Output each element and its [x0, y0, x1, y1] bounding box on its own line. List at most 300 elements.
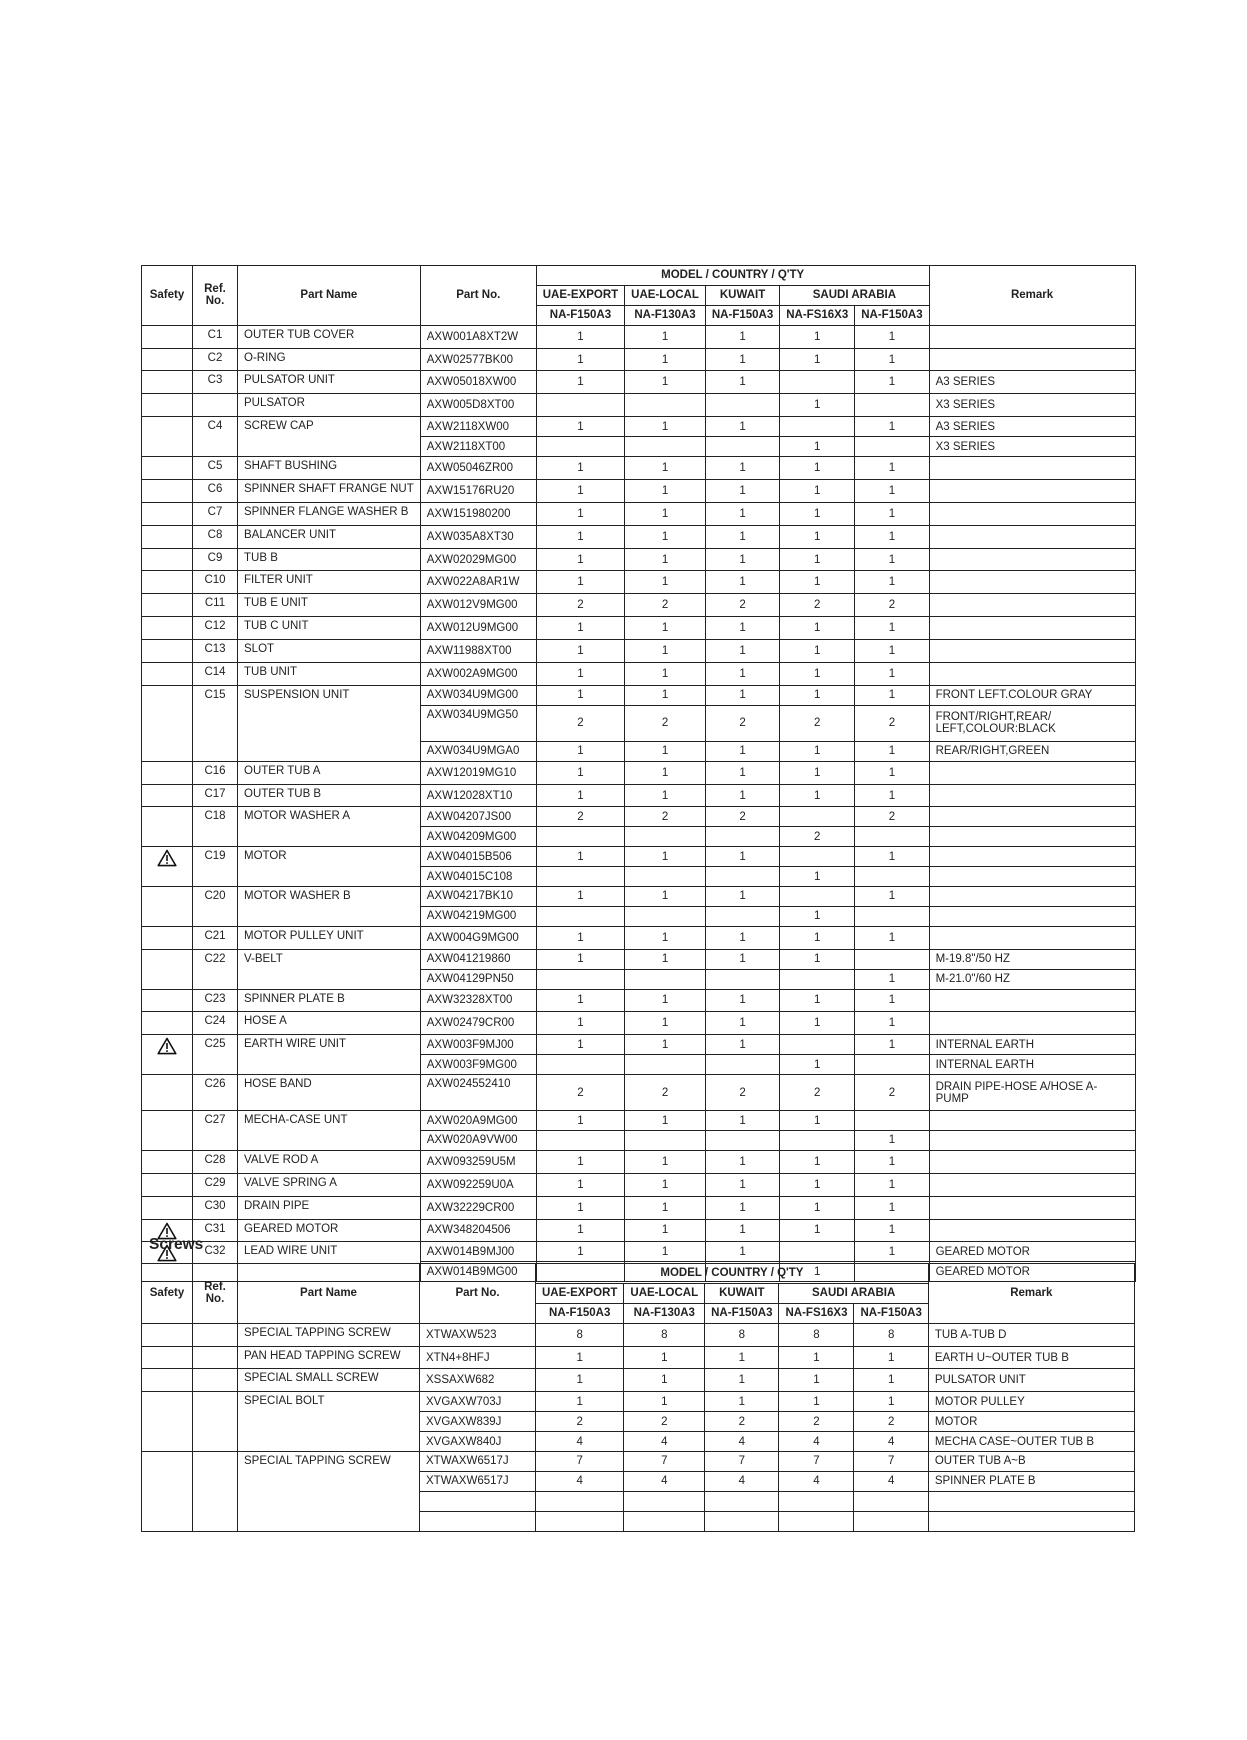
table-row: [142, 1323, 1135, 1346]
qty-cell: 1: [705, 617, 779, 640]
qty-cell: 1: [625, 989, 706, 1012]
qty-cell: 1: [855, 457, 929, 480]
qty-cell: 7: [779, 1452, 854, 1472]
table-row: [142, 1369, 1135, 1392]
qty-cell: [625, 1130, 706, 1150]
remark-cell: EARTH U~OUTER TUB B: [928, 1346, 1134, 1369]
part-no-cell: AXW003F9MG00: [420, 1055, 536, 1075]
qty-cell: 1: [855, 617, 929, 640]
qty-cell: 1: [780, 1262, 855, 1282]
table-row: [142, 479, 1136, 502]
qty-cell: 1: [705, 1219, 779, 1242]
qty-cell: 1: [625, 663, 706, 686]
qty-cell: 1: [536, 348, 624, 371]
qty-cell: 1: [536, 1369, 624, 1392]
qty-cell: 4: [779, 1432, 854, 1452]
qty-cell: 1: [536, 989, 624, 1012]
remark-cell: A3 SERIES: [929, 371, 1135, 394]
qty-cell: 2: [855, 807, 929, 827]
qty-cell: [625, 1055, 706, 1075]
qty-cell: 1: [536, 1012, 624, 1035]
remark-cell: [929, 926, 1135, 949]
qty-cell: 2: [855, 1075, 929, 1111]
qty-cell: 1: [780, 741, 855, 761]
qty-cell: [705, 1130, 779, 1150]
ref-cell: C12: [193, 617, 238, 640]
part-no-cell: AXW04219MG00: [420, 906, 536, 926]
part-name-cell: MOTOR PULLEY UNIT: [238, 926, 421, 949]
table-row: [142, 761, 1136, 784]
qty-cell: 1: [536, 1035, 624, 1055]
qty-cell: 1: [780, 761, 855, 784]
qty-cell: 1: [705, 989, 779, 1012]
qty-cell: 1: [855, 1150, 929, 1173]
qty-cell: 2: [536, 1075, 624, 1111]
qty-cell: [705, 394, 779, 417]
header-part-name: Part Name: [238, 266, 421, 326]
qty-cell: 1: [705, 685, 779, 705]
part-name-cell: DRAIN PIPE: [238, 1196, 421, 1219]
qty-cell: 1: [780, 1111, 855, 1131]
qty-cell: 4: [854, 1471, 928, 1491]
qty-cell: 1: [536, 571, 624, 594]
qty-cell: [780, 847, 855, 867]
remark-cell: [929, 571, 1135, 594]
part-name-cell: FILTER UNIT: [238, 571, 421, 594]
qty-cell: 1: [536, 887, 624, 907]
qty-cell: [536, 437, 624, 457]
part-no-cell: XVGAXW703J: [420, 1392, 536, 1412]
safety-cell: [142, 1012, 193, 1035]
remark-cell: [929, 1150, 1135, 1173]
qty-cell: 1: [855, 1130, 929, 1150]
part-no-cell: AXW02029MG00: [420, 548, 536, 571]
safety-cell: [142, 457, 193, 480]
safety-cell: [142, 1196, 193, 1219]
ref-cell: C14: [193, 663, 238, 686]
remark-cell: [929, 1012, 1135, 1035]
qty-cell: 1: [625, 1035, 706, 1055]
qty-cell: [855, 1111, 929, 1131]
qty-cell: [705, 867, 779, 887]
part-no-cell: AXW348204506: [420, 1219, 536, 1242]
ref-cell: C4: [193, 417, 238, 457]
ref-cell: C11: [193, 594, 238, 617]
qty-cell: 1: [855, 663, 929, 686]
qty-cell: 1: [855, 1219, 929, 1242]
qty-cell: 1: [536, 1150, 624, 1173]
table-row: [142, 1012, 1136, 1035]
qty-cell: 1: [625, 417, 706, 437]
safety-cell: [142, 502, 193, 525]
qty-cell: 1: [625, 1173, 706, 1196]
qty-cell: 1: [536, 761, 624, 784]
qty-cell: 2: [536, 705, 624, 741]
part-no-cell: [420, 1491, 536, 1511]
qty-cell: 1: [705, 417, 779, 437]
remark-cell: [929, 761, 1135, 784]
safety-cell: [142, 949, 193, 989]
part-no-cell: AXW04129PN50: [420, 969, 536, 989]
table-row: [142, 1035, 1136, 1055]
ref-cell: [193, 1452, 238, 1532]
table-row: [142, 989, 1136, 1012]
remark-cell: PULSATOR UNIT: [928, 1369, 1134, 1392]
safety-cell: [142, 394, 193, 417]
qty-cell: [536, 1055, 624, 1075]
safety-cell: [142, 640, 193, 663]
header-model: NA-FS16X3: [780, 305, 855, 325]
qty-cell: 1: [855, 741, 929, 761]
qty-cell: 1: [705, 348, 779, 371]
remark-cell: [929, 479, 1135, 502]
qty-cell: 1: [705, 571, 779, 594]
qty-cell: 1: [780, 394, 855, 417]
qty-cell: 1: [624, 1392, 705, 1412]
ref-cell: C24: [193, 1012, 238, 1035]
part-no-cell: AXW034U9MG50: [420, 705, 536, 741]
qty-cell: 1: [625, 371, 706, 394]
qty-cell: 2: [705, 594, 779, 617]
qty-cell: [536, 906, 624, 926]
qty-cell: 1: [536, 617, 624, 640]
qty-cell: 2: [855, 594, 929, 617]
part-name-cell: V-BELT: [238, 949, 421, 989]
part-no-cell: AXW04015C108: [420, 867, 536, 887]
part-name-cell: VALVE ROD A: [238, 1150, 421, 1173]
remark-cell: [929, 1173, 1135, 1196]
part-no-cell: AXW012U9MG00: [420, 617, 536, 640]
table-row: [142, 784, 1136, 807]
safety-cell: [142, 1369, 193, 1392]
remark-cell: TUB A-TUB D: [928, 1323, 1134, 1346]
ref-cell: C32: [193, 1242, 238, 1282]
qty-cell: 1: [705, 1242, 779, 1262]
qty-cell: 1: [780, 1173, 855, 1196]
qty-cell: [855, 437, 929, 457]
qty-cell: 1: [780, 949, 855, 969]
qty-cell: 1: [855, 887, 929, 907]
qty-cell: 1: [625, 1150, 706, 1173]
ref-cell: [193, 1346, 238, 1369]
part-name-cell: BALANCER UNIT: [238, 525, 421, 548]
qty-cell: 1: [855, 571, 929, 594]
part-name-cell: O-RING: [238, 348, 421, 371]
screws-section-title: Screws: [149, 1236, 204, 1253]
qty-cell: 1: [536, 663, 624, 686]
qty-cell: 1: [625, 479, 706, 502]
part-no-cell: XSSAXW682: [420, 1369, 536, 1392]
safety-cell: [142, 1111, 193, 1151]
remark-cell: DRAIN PIPE-HOSE A/HOSE A-PUMP: [929, 1075, 1135, 1111]
header-country: UAE-EXPORT: [536, 1283, 624, 1303]
table-row: [142, 457, 1136, 480]
part-no-cell: [420, 1511, 536, 1531]
header-remark: Remark: [928, 1264, 1134, 1324]
qty-cell: [855, 394, 929, 417]
parts-table: [141, 265, 1136, 1282]
qty-cell: 1: [780, 1219, 855, 1242]
qty-cell: [705, 1491, 779, 1511]
table-row: [142, 571, 1136, 594]
qty-cell: 1: [780, 906, 855, 926]
qty-cell: 1: [536, 741, 624, 761]
qty-cell: 1: [536, 1173, 624, 1196]
qty-cell: 7: [854, 1452, 928, 1472]
ref-cell: C2: [193, 348, 238, 371]
qty-cell: 1: [855, 926, 929, 949]
header-ref-no: Ref. No.: [193, 266, 238, 326]
table-row: [142, 887, 1136, 907]
part-no-cell: AXW003F9MJ00: [420, 1035, 536, 1055]
qty-cell: 1: [625, 348, 706, 371]
part-no-cell: AXW004G9MG00: [420, 926, 536, 949]
qty-cell: 1: [780, 784, 855, 807]
qty-cell: 1: [780, 437, 855, 457]
remark-cell: MOTOR PULLEY: [928, 1392, 1134, 1412]
qty-cell: [705, 1055, 779, 1075]
qty-cell: 2: [855, 705, 929, 741]
ref-cell: C1: [193, 325, 238, 348]
qty-cell: 1: [855, 548, 929, 571]
part-name-cell: TUB C UNIT: [238, 617, 421, 640]
qty-cell: 1: [625, 325, 706, 348]
qty-cell: [705, 437, 779, 457]
part-no-cell: XTN4+8HFJ: [420, 1346, 536, 1369]
part-no-cell: AXW05046ZR00: [420, 457, 536, 480]
part-name-cell: SPECIAL BOLT: [238, 1392, 420, 1452]
part-name-cell: PAN HEAD TAPPING SCREW: [238, 1346, 420, 1369]
qty-cell: 1: [705, 502, 779, 525]
safety-cell: [142, 594, 193, 617]
remark-cell: [929, 663, 1135, 686]
header-model: NA-F130A3: [625, 305, 706, 325]
qty-cell: 1: [855, 1196, 929, 1219]
qty-cell: 1: [855, 989, 929, 1012]
remark-cell: X3 SERIES: [929, 394, 1135, 417]
ref-cell: C30: [193, 1196, 238, 1219]
part-no-cell: AXW04209MG00: [420, 827, 536, 847]
qty-cell: 1: [624, 1369, 705, 1392]
qty-cell: 8: [624, 1323, 705, 1346]
remark-cell: [929, 1196, 1135, 1219]
qty-cell: 4: [779, 1471, 854, 1491]
qty-cell: 1: [855, 784, 929, 807]
header-country: UAE-LOCAL: [625, 285, 706, 305]
qty-cell: 2: [780, 1075, 855, 1111]
qty-cell: 4: [624, 1471, 705, 1491]
remark-cell: X3 SERIES: [929, 437, 1135, 457]
qty-cell: 1: [536, 685, 624, 705]
qty-cell: 1: [705, 663, 779, 686]
part-name-cell: TUB UNIT: [238, 663, 421, 686]
qty-cell: 1: [536, 847, 624, 867]
table-row: [142, 1392, 1135, 1412]
remark-cell: [929, 784, 1135, 807]
qty-cell: [536, 827, 624, 847]
qty-cell: 1: [780, 989, 855, 1012]
qty-cell: 1: [625, 525, 706, 548]
qty-cell: [855, 1055, 929, 1075]
table-row: [142, 926, 1136, 949]
qty-cell: [625, 437, 706, 457]
qty-cell: 2: [705, 807, 779, 827]
qty-cell: 1: [705, 949, 779, 969]
remark-cell: [929, 827, 1135, 847]
qty-cell: 1: [625, 571, 706, 594]
ref-cell: C18: [193, 807, 238, 847]
table-row: [142, 663, 1136, 686]
part-no-cell: AXW034U9MGA0: [420, 741, 536, 761]
part-name-cell: OUTER TUB A: [238, 761, 421, 784]
qty-cell: [779, 1511, 854, 1531]
part-name-cell: PULSATOR UNIT: [238, 371, 421, 394]
qty-cell: 1: [705, 479, 779, 502]
remark-cell: GEARED MOTOR: [929, 1242, 1135, 1262]
qty-cell: 1: [854, 1392, 928, 1412]
qty-cell: 1: [855, 1012, 929, 1035]
part-no-cell: AXW022A8AR1W: [420, 571, 536, 594]
qty-cell: 1: [536, 548, 624, 571]
qty-cell: 1: [855, 1173, 929, 1196]
qty-cell: 1: [855, 1035, 929, 1055]
remark-cell: [929, 1219, 1135, 1242]
qty-cell: 2: [779, 1412, 854, 1432]
table-row: [142, 525, 1136, 548]
header-part-no: Part No.: [420, 266, 536, 326]
qty-cell: 1: [855, 502, 929, 525]
remark-cell: M-19.8"/50 HZ: [929, 949, 1135, 969]
qty-cell: 1: [705, 741, 779, 761]
safety-cell: [142, 1452, 193, 1532]
remark-cell: [929, 548, 1135, 571]
qty-cell: 2: [780, 827, 855, 847]
part-no-cell: AXW041219860: [420, 949, 536, 969]
ref-cell: [193, 1392, 238, 1452]
part-name-cell: MECHA-CASE UNT: [238, 1111, 421, 1151]
qty-cell: 8: [779, 1323, 854, 1346]
part-name-cell: EARTH WIRE UNIT: [238, 1035, 421, 1075]
part-no-cell: AXW2118XW00: [420, 417, 536, 437]
qty-cell: 1: [855, 348, 929, 371]
ref-cell: C10: [193, 571, 238, 594]
table-row: [142, 1173, 1136, 1196]
qty-cell: 1: [625, 1012, 706, 1035]
qty-cell: 1: [705, 457, 779, 480]
qty-cell: 1: [705, 1035, 779, 1055]
remark-cell: [928, 1491, 1134, 1511]
qty-cell: 1: [855, 525, 929, 548]
qty-cell: 1: [536, 949, 624, 969]
safety-cell: [142, 417, 193, 457]
remark-cell: SPINNER PLATE B: [928, 1471, 1134, 1491]
qty-cell: 1: [705, 640, 779, 663]
qty-cell: 1: [625, 1111, 706, 1131]
part-name-cell: VALVE SPRING A: [238, 1173, 421, 1196]
ref-cell: C25: [193, 1035, 238, 1075]
safety-cell: [142, 847, 193, 887]
qty-cell: 1: [855, 847, 929, 867]
ref-cell: C20: [193, 887, 238, 927]
ref-cell: C31: [193, 1219, 238, 1242]
qty-cell: [625, 867, 706, 887]
qty-cell: [855, 827, 929, 847]
qty-cell: 1: [536, 502, 624, 525]
remark-cell: OUTER TUB A~B: [928, 1452, 1134, 1472]
header-row-1: [142, 1264, 1135, 1284]
part-name-cell: SPINNER PLATE B: [238, 989, 421, 1012]
qty-cell: [625, 969, 706, 989]
table-row: [142, 394, 1136, 417]
ref-cell: C22: [193, 949, 238, 989]
qty-cell: [780, 1242, 855, 1262]
header-part-no: Part No.: [420, 1264, 536, 1324]
part-no-cell: AXW32229CR00: [420, 1196, 536, 1219]
table-row: [142, 1150, 1136, 1173]
ref-cell: C27: [193, 1111, 238, 1151]
part-name-cell: GEARED MOTOR: [238, 1219, 421, 1242]
safety-cell: [142, 571, 193, 594]
qty-cell: 1: [780, 1150, 855, 1173]
qty-cell: 1: [625, 548, 706, 571]
qty-cell: 2: [625, 807, 706, 827]
part-name-cell: OUTER TUB COVER: [238, 325, 421, 348]
part-name-cell: SPECIAL SMALL SCREW: [238, 1369, 420, 1392]
ref-cell: C8: [193, 525, 238, 548]
table-row: [142, 847, 1136, 867]
qty-cell: 1: [705, 1173, 779, 1196]
qty-cell: 2: [780, 705, 855, 741]
part-no-cell: AXW151980200: [420, 502, 536, 525]
qty-cell: 1: [625, 685, 706, 705]
qty-cell: 1: [536, 325, 624, 348]
table-row: [142, 1219, 1136, 1242]
ref-cell: C23: [193, 989, 238, 1012]
part-no-cell: AXW2118XT00: [420, 437, 536, 457]
qty-cell: 1: [536, 457, 624, 480]
remark-cell: [929, 906, 1135, 926]
part-no-cell: XTWAXW6517J: [420, 1452, 536, 1472]
qty-cell: 1: [855, 479, 929, 502]
header-model-country-qty: MODEL / COUNTRY / Q'TY: [536, 1264, 929, 1284]
qty-cell: 1: [536, 479, 624, 502]
qty-cell: [855, 906, 929, 926]
qty-cell: 1: [780, 685, 855, 705]
ref-cell: C3: [193, 371, 238, 394]
safety-cell: [142, 761, 193, 784]
qty-cell: 7: [536, 1452, 624, 1472]
qty-cell: 1: [855, 1242, 929, 1262]
qty-cell: 2: [624, 1412, 705, 1432]
remark-cell: [929, 640, 1135, 663]
qty-cell: 1: [705, 926, 779, 949]
part-no-cell: AXW11988XT00: [420, 640, 536, 663]
remark-cell: MECHA CASE~OUTER TUB B: [928, 1432, 1134, 1452]
part-no-cell: AXW02577BK00: [420, 348, 536, 371]
part-name-cell: SHAFT BUSHING: [238, 457, 421, 480]
ref-cell: C13: [193, 640, 238, 663]
qty-cell: 1: [705, 325, 779, 348]
safety-cell: [142, 1346, 193, 1369]
part-name-cell: LEAD WIRE UNIT: [238, 1242, 421, 1282]
ref-cell: C9: [193, 548, 238, 571]
qty-cell: [855, 867, 929, 887]
safety-cell: [142, 1035, 193, 1075]
safety-cell: [142, 989, 193, 1012]
qty-cell: [624, 1511, 705, 1531]
qty-cell: [625, 827, 706, 847]
qty-cell: 4: [705, 1471, 779, 1491]
